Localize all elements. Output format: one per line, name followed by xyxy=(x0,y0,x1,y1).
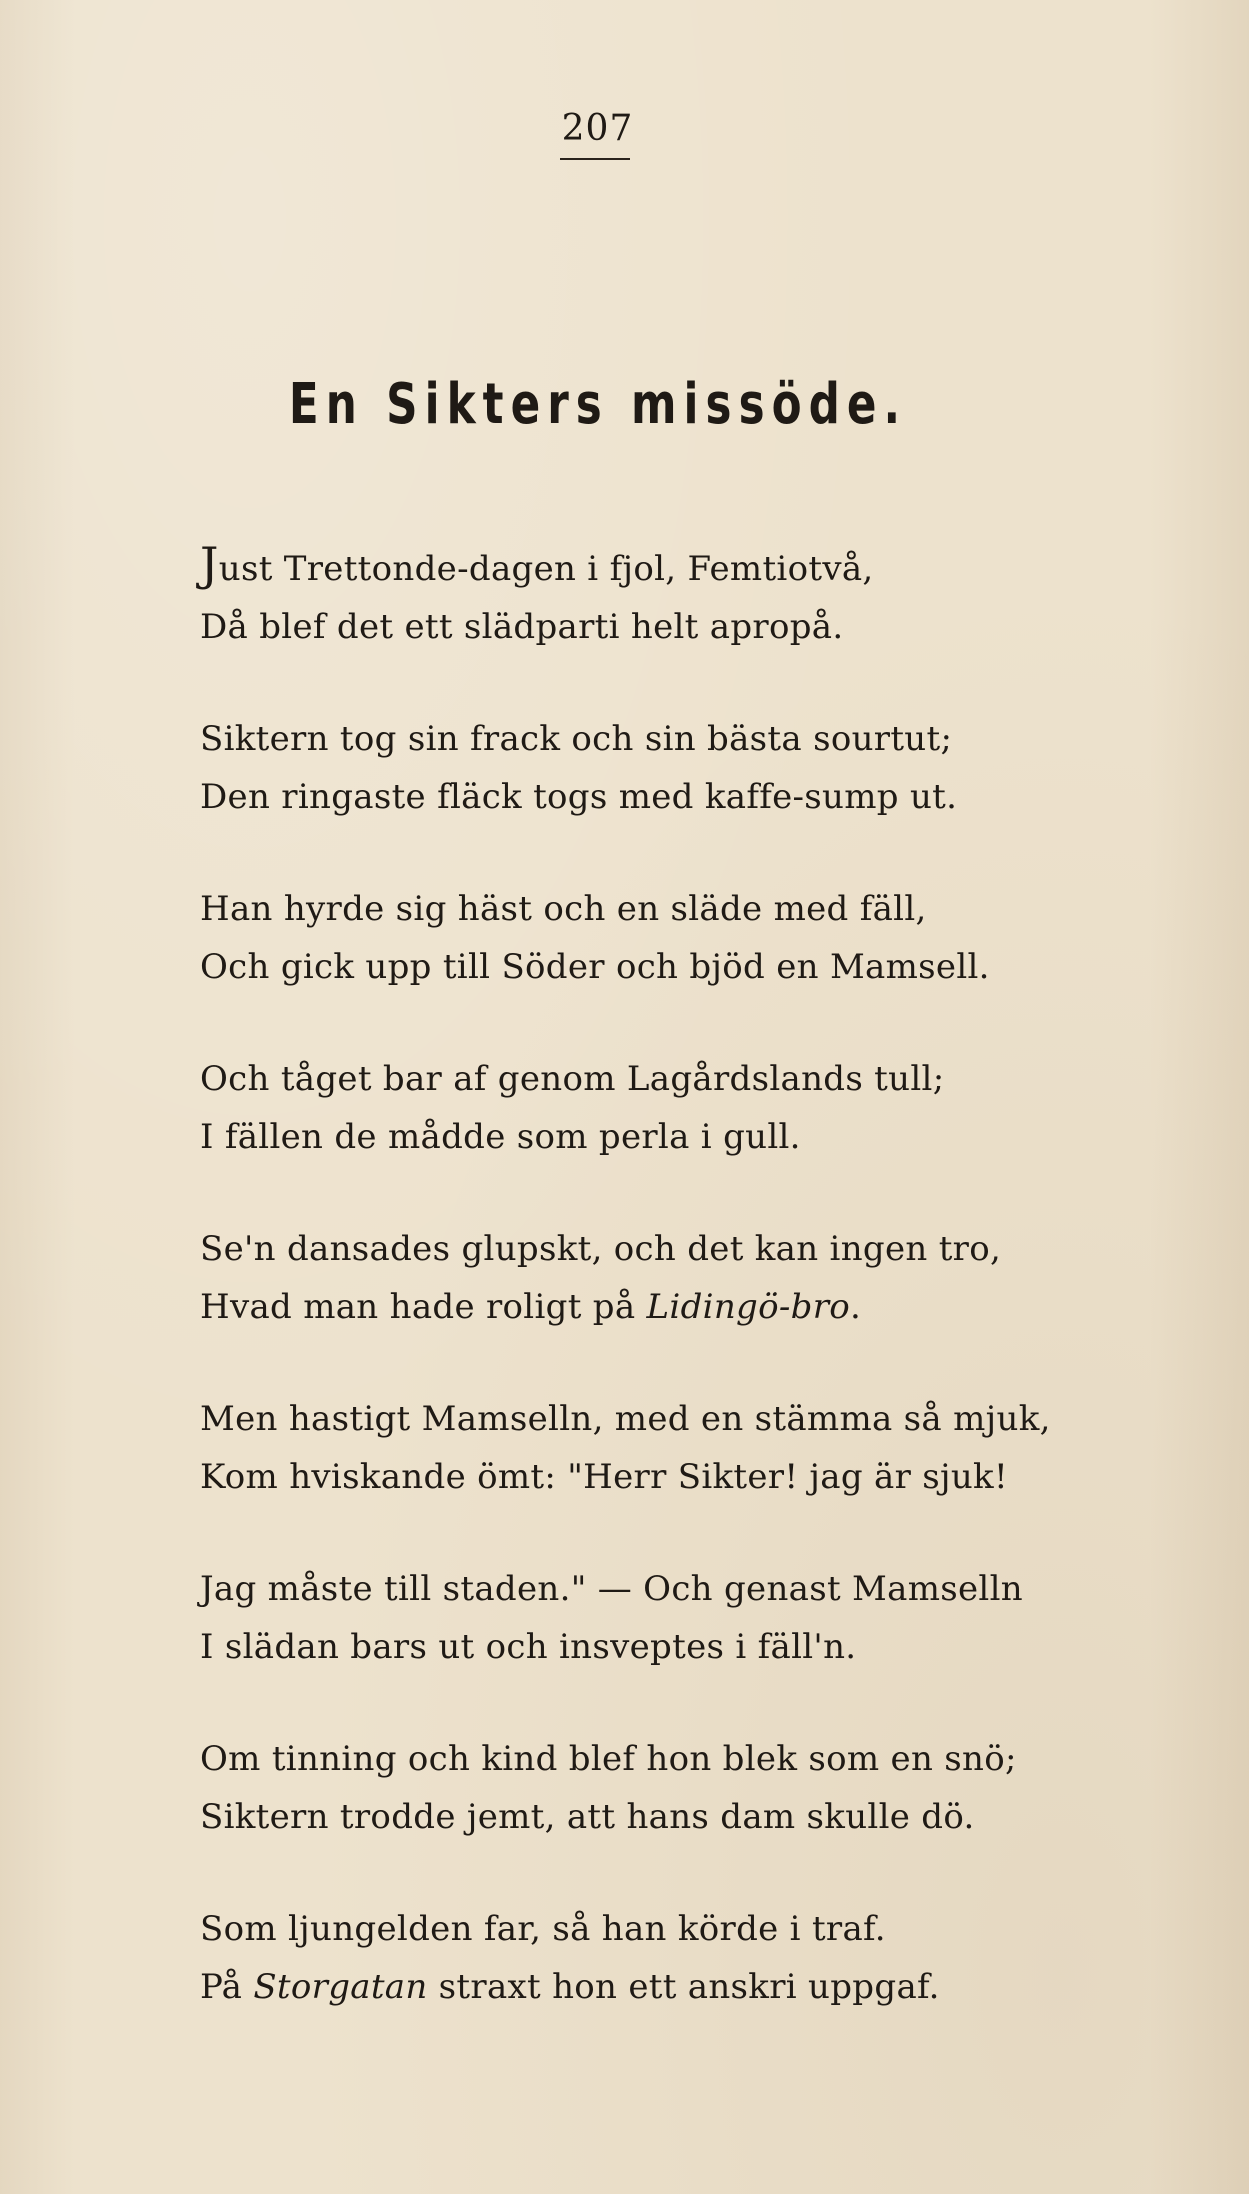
stanza xyxy=(200,1900,1100,2016)
verse-line xyxy=(200,537,1100,598)
italic-place-name: Lidingö-bro xyxy=(646,1287,851,1327)
page-number-rule xyxy=(560,158,630,160)
stanza xyxy=(200,537,1100,656)
verse-line xyxy=(200,1958,1100,2016)
verse-text: Hvad man hade roligt på xyxy=(200,1287,647,1327)
poem-body xyxy=(200,537,1100,2070)
verse-line: I fällen de mådde som perla i gull. xyxy=(200,1117,801,1157)
verse-line: Kom hviskande ömt: "Herr Sikter! jag är sjuk! xyxy=(200,1457,1008,1497)
verse-line: I slädan bars ut och insveptes i fäll'n. xyxy=(200,1627,857,1667)
page-number: 207 xyxy=(561,108,634,149)
verse-text: . xyxy=(850,1287,862,1327)
verse-line xyxy=(200,1278,1100,1336)
poem-title: En Sikters missöde. xyxy=(288,372,908,437)
verse-line-text: ust Trettonde-dagen i fjol, Femtiotvå, xyxy=(218,549,874,589)
verse-line: Se'n dansades glupskt, och det kan ingen tro, xyxy=(200,1229,1002,1269)
verse-line: Siktern trodde jemt, att hans dam skulle dö. xyxy=(200,1797,975,1837)
stanza xyxy=(200,1050,1100,1166)
verse-line: Siktern tog sin frack och sin bästa sourtut; xyxy=(200,719,953,759)
initial-letter: J xyxy=(200,537,219,591)
stanza xyxy=(200,710,1100,826)
verse-text: På xyxy=(200,1967,254,2007)
verse-line: Då blef det ett slädparti helt apropå. xyxy=(200,607,844,647)
verse-line: Och gick upp till Söder och bjöd en Mamsell. xyxy=(200,947,990,987)
verse-line: Som ljungelden far, så han körde i traf. xyxy=(200,1909,886,1949)
verse-line: Den ringaste fläck togs med kaffe-sump ut. xyxy=(200,777,958,817)
stanza xyxy=(200,1390,1100,1506)
verse-line: Jag måste till staden." — Och genast Mamselln xyxy=(200,1569,1023,1609)
stanza xyxy=(200,1220,1100,1336)
verse-line: Han hyrde sig häst och en släde med fäll, xyxy=(200,889,927,929)
stanza xyxy=(200,1560,1100,1676)
verse-line: Och tåget bar af genom Lagårdslands tull; xyxy=(200,1059,945,1099)
italic-street-name: Storgatan xyxy=(253,1967,428,2007)
stanza xyxy=(200,1730,1100,1846)
verse-line: Om tinning och kind blef hon blek som en snö; xyxy=(200,1739,1017,1779)
verse-text: straxt hon ett anskri uppgaf. xyxy=(427,1967,940,2007)
stanza xyxy=(200,880,1100,996)
verse-line: Men hastigt Mamselln, med en stämma så mjuk, xyxy=(200,1399,1051,1439)
